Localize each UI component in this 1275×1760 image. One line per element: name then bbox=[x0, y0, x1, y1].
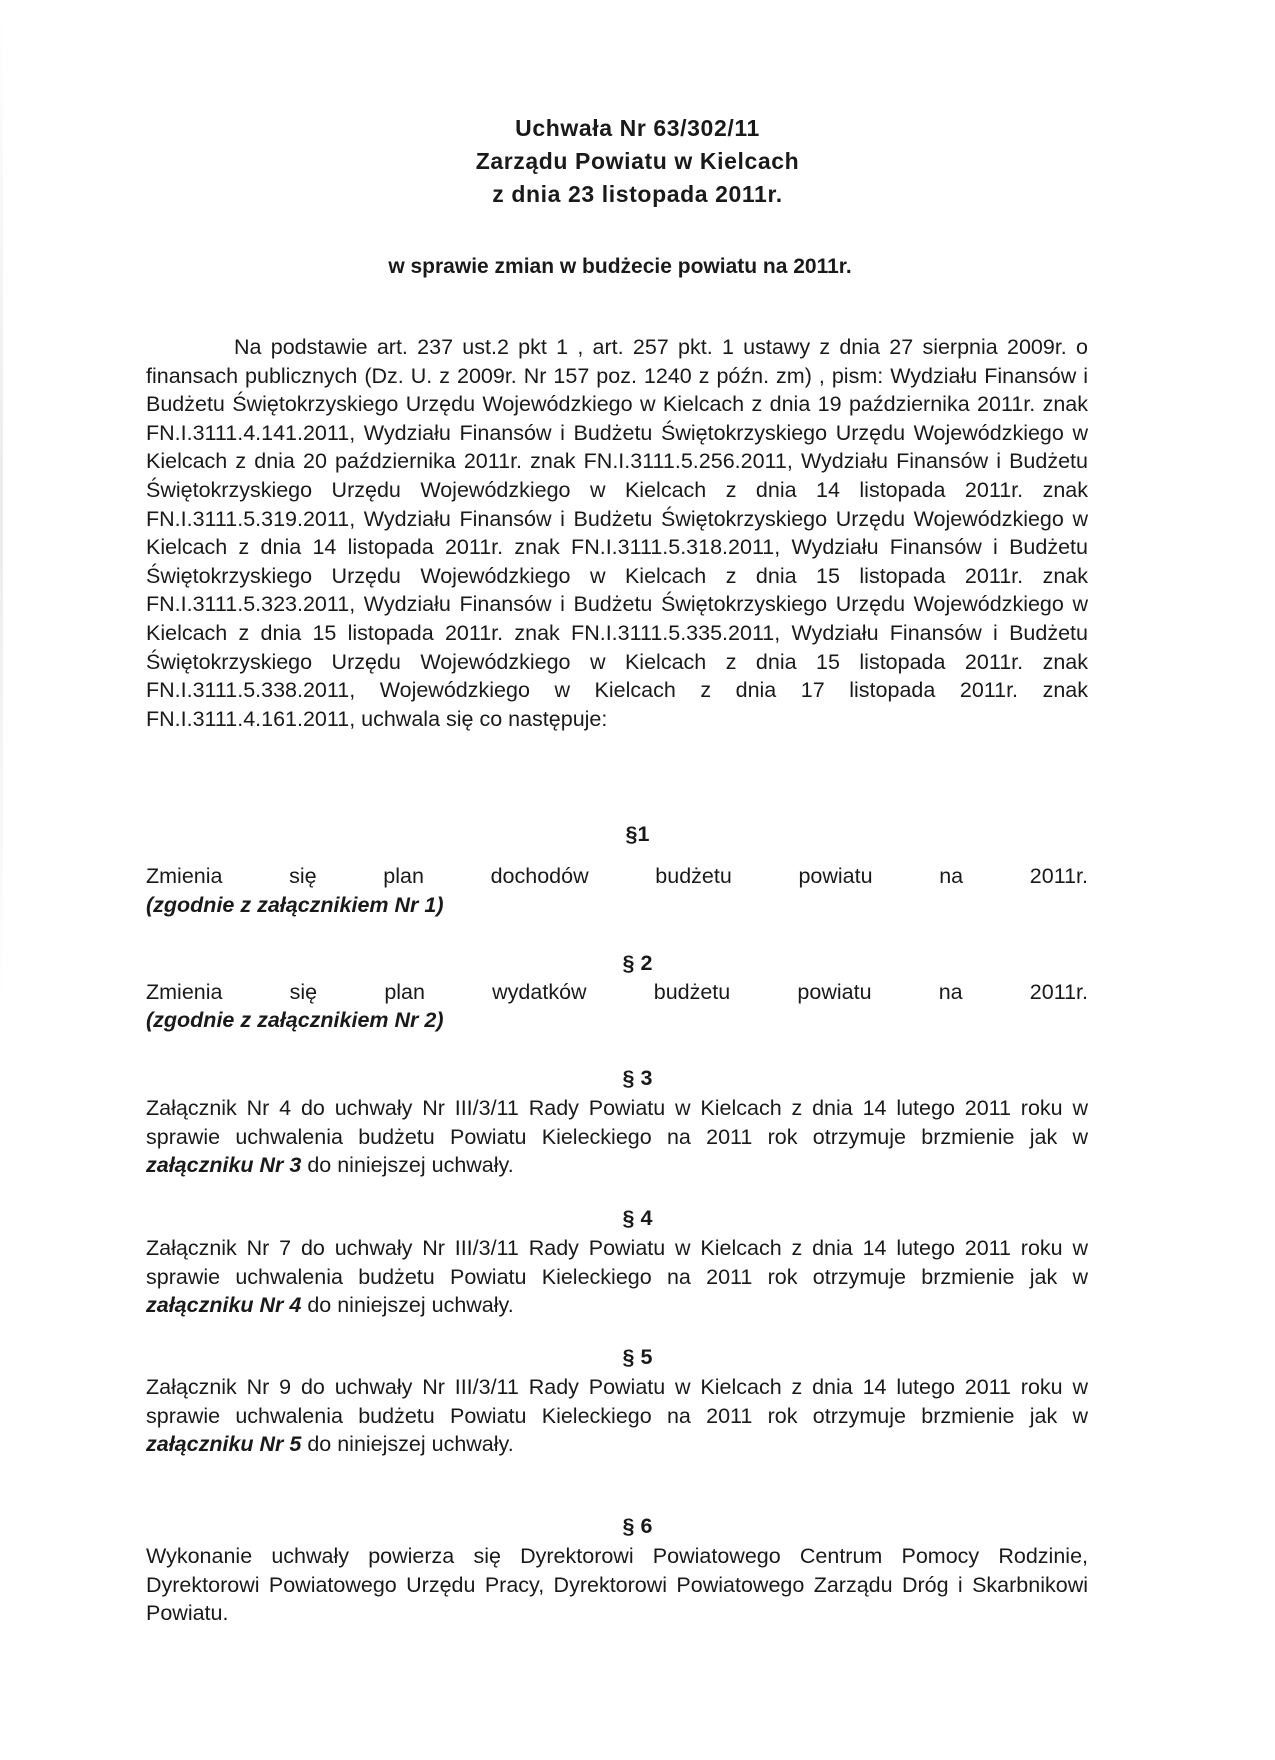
paragraph-5-text-end: do niniejszej uchwały. bbox=[301, 1432, 514, 1457]
paragraph-3-text bbox=[146, 1094, 1088, 1180]
paragraph-5-text-start: Załącznik Nr 9 do uchwały Nr III/3/11 Rady Powiatu w Kielcach z dnia 14 lutego 2011 roku w sprawie uchwalenia budżetu Powiatu Kieleckiego na 2011 rok otrzymuje brzmienie jak w bbox=[146, 1375, 1088, 1428]
paragraph-2-note: (zgodnie z załącznikiem Nr 2) bbox=[146, 1008, 444, 1032]
paragraph-4-text-start: Załącznik Nr 7 do uchwały Nr III/3/11 Rady Powiatu w Kielcach z dnia 14 lutego 2011 roku w sprawie uchwalenia budżetu Powiatu Kieleckiego na 2011 rok otrzymuje brzmienie jak w bbox=[146, 1236, 1088, 1289]
paragraph-4-text bbox=[146, 1234, 1088, 1320]
paragraph-2-heading: § 2 bbox=[622, 951, 653, 975]
resolution-subject: w sprawie zmian w budżecie powiatu na 2011r. bbox=[388, 255, 852, 278]
paragraph-5-text bbox=[146, 1373, 1088, 1459]
paragraph-4-heading: § 4 bbox=[622, 1206, 653, 1230]
paragraph-3-heading: § 3 bbox=[622, 1066, 653, 1090]
resolution-date: z dnia 23 listopada 2011r. bbox=[492, 181, 783, 207]
paragraph-3-text-start: Załącznik Nr 4 do uchwały Nr III/3/11 Rady Powiatu w Kielcach z dnia 14 lutego 2011 roku w sprawie uchwalenia budżetu Powiatu Kieleckiego na 2011 rok otrzymuje brzmienie jak w bbox=[146, 1096, 1088, 1149]
legal-basis-preamble: Na podstawie art. 237 ust.2 pkt 1 , art. 257 pkt. 1 ustawy z dnia 27 sierpnia 2009r. o finansach publicznych (Dz. U. z 2009r. Nr 157 poz. 1240 z późn. zm) , pism: Wydziału Finansów i Budżetu Świętokrzyskiego Urzędu Wojewódzkiego w Kielcach z dnia 19 października 2011r. znak FN.I.3111.4.141.2011, Wydziału Finansów i Budżetu Świętokrzyskiego Urzędu Wojewódzkiego w Kielcach z dnia 20 października 2011r. znak FN.I.3111.5.256.2011, Wydziału Finansów i Budżetu Świętokrzyskiego Urzędu Wojewódzkiego w Kielcach z dnia 14 listopada 2011r. znak FN.I.3111.5.319.2011, Wydziału Finansów i Budżetu Świętokrzyskiego Urzędu Wojewódzkiego w Kielcach z dnia 14 listopada 2011r. znak FN.I.3111.5.318.2011, Wydziału Finansów i Budżetu Świętokrzyskiego Urzędu Wojewódzkiego w Kielcach z dnia 15 listopada 2011r. znak FN.I.3111.5.323.2011, Wydziału Finansów i Budżetu Świętokrzyskiego Urzędu Wojewódzkiego w Kielcach z dnia 15 listopada 2011r. znak FN.I.3111.5.335.2011, Wydziału Finansów i Budżetu Świętokrzyskiego Urzędu Wojewódzkiego w Kielcach z dnia 15 listopada 2011r. znak FN.I.3111.5.338.2011, Wojewódzkiego w Kielcach z dnia 17 listopada 2011r. znak FN.I.3111.4.161.2011, uchwala się co następuje: bbox=[146, 335, 1088, 731]
paragraph-2-text: Zmienia się plan wydatków budżetu powiatu na 2011r. bbox=[146, 980, 1088, 1004]
paragraph-6-text: Wykonanie uchwały powierza się Dyrektorowi Powiatowego Centrum Pomocy Rodzinie, Dyrektorowi Powiatowego Urzędu Pracy, Dyrektorowi Powiatowego Zarządu Dróg i Skarbnikowi Powiatu. bbox=[146, 1544, 1088, 1626]
paragraph-5-attachment-ref: załączniku Nr 5 bbox=[146, 1432, 302, 1457]
paragraph-3-attachment-ref: załączniku Nr 3 bbox=[146, 1153, 302, 1178]
paragraph-1-heading: §1 bbox=[625, 822, 650, 846]
paragraph-4-text-end: do niniejszej uchwały. bbox=[301, 1293, 514, 1318]
resolution-title bbox=[0, 112, 1275, 211]
paragraph-1-note: (zgodnie z załącznikiem Nr 1) bbox=[146, 893, 444, 917]
paragraph-6-heading: § 6 bbox=[622, 1514, 653, 1538]
paragraph-1-text: Zmienia się plan dochodów budżetu powiatu na 2011r. bbox=[146, 864, 1088, 888]
paragraph-3-text-end: do niniejszej uchwały. bbox=[301, 1153, 514, 1178]
paragraph-4-attachment-ref: załączniku Nr 4 bbox=[146, 1293, 302, 1318]
issuing-body: Zarządu Powiatu w Kielcach bbox=[475, 148, 800, 174]
paragraph-5-heading: § 5 bbox=[622, 1345, 653, 1369]
resolution-number: Uchwała Nr 63/302/11 bbox=[515, 115, 760, 141]
